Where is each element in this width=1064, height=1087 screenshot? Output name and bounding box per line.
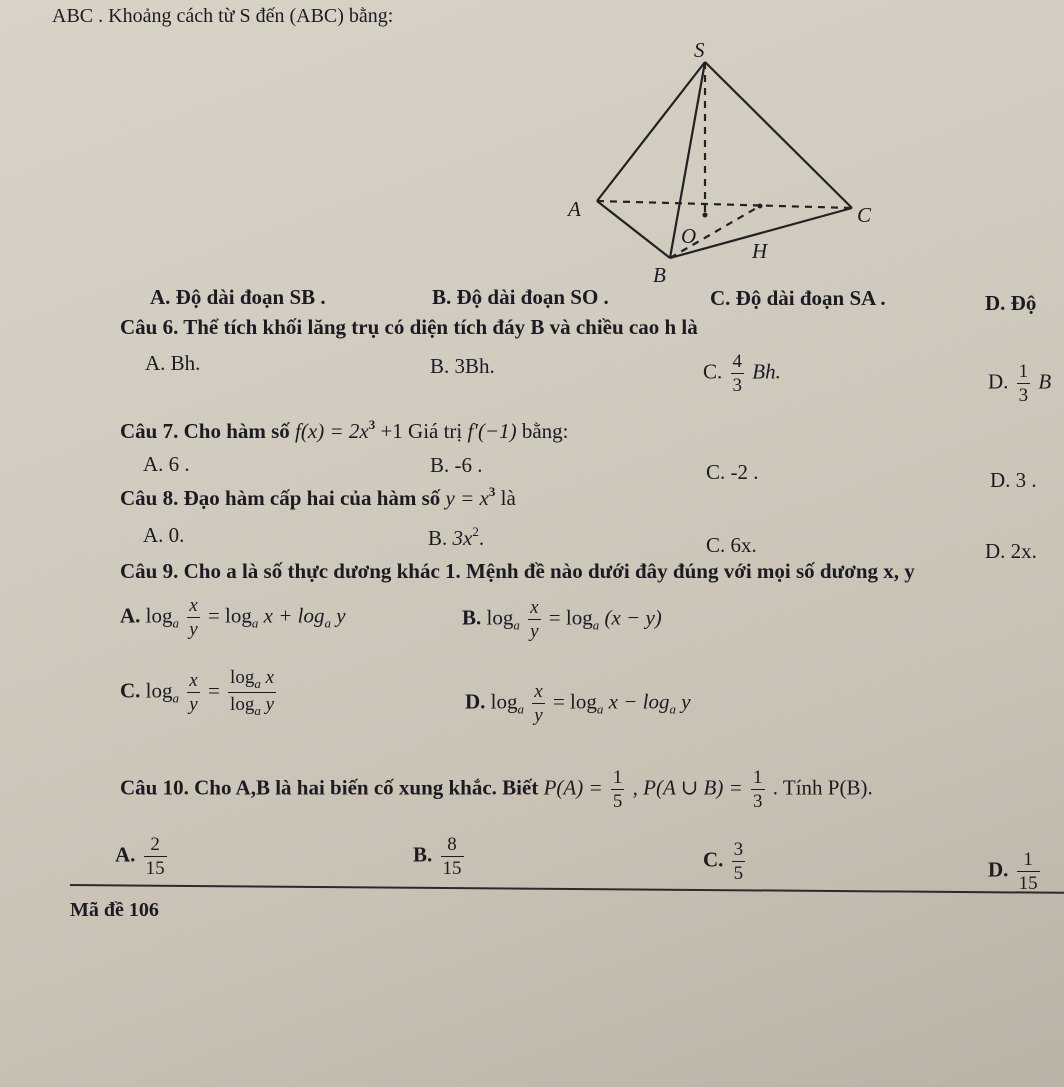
- q8-option-b: B. $3x^2$.: [428, 524, 485, 550]
- q10-option-b: B. $\frac{8}{15}$: [413, 834, 462, 879]
- q9-option-c: C. $\log_a$ $\frac{x}{y}$ = $\frac{\log_a x}{\log_a y}$: [120, 667, 275, 718]
- footer-divider: [70, 884, 1064, 894]
- q6-option-a: A. Bh.: [145, 351, 201, 375]
- q6-option-d: D. $\frac{1}{3}$ B: [988, 361, 1052, 406]
- vertex-c-label: C: [857, 203, 872, 227]
- q6-option-b: B. 3Bh.: [430, 354, 495, 378]
- point-h-label: H: [752, 239, 768, 263]
- q6-stem: Câu 6. Thể tích khối lăng trụ có diện tích đáy B và chiều cao h là: [120, 315, 698, 339]
- q10-option-c: C. $\frac{3}{5}$: [703, 839, 744, 884]
- q7-option-a: A. 6 .: [143, 452, 190, 476]
- q10-option-d: D. $\frac{1}{15}$: [988, 849, 1038, 894]
- q10-option-a: A. $\frac{2}{15}$: [115, 834, 165, 879]
- header-text: ABC . Khoảng cách từ S đến (ABC) bằng:: [52, 5, 394, 27]
- q9-option-b: B. $\log_a$ $\frac{x}{y}$ = $\log_a (x - y)$: [462, 597, 662, 642]
- point-o-label: O: [681, 224, 697, 248]
- vertex-a-label: A: [568, 197, 581, 221]
- q9-option-d: D. $\log_a$ $\frac{x}{y}$ = $\log_a x - \log_a y$: [465, 681, 691, 726]
- q9-stem: Câu 9. Cho a là số thực dương khác 1. Mệnh đề nào dưới đây đúng với mọi số dương x, y: [120, 559, 915, 583]
- q7-option-b: B. -6 .: [430, 453, 483, 477]
- q5-option-a: A. Độ dài đoạn SB .: [150, 285, 326, 309]
- vertex-b-label: B: [653, 263, 666, 287]
- q5-option-b: B. Độ dài đoạn SO .: [432, 285, 609, 309]
- exam-code: Mã đề 106: [70, 899, 159, 921]
- q5-option-d: D. Độ: [985, 291, 1037, 315]
- q8-option-d: D. 2x.: [985, 539, 1037, 563]
- pyramid-figure: [560, 30, 880, 290]
- q7-option-c: C. -2 .: [706, 460, 759, 484]
- q10-stem: Câu 10. Cho A,B là hai biến cố xung khắc. Biết P(A) = $\frac{1}{5}$ , P(A ∪ B) = $\frac{1}{3}$ . Tính P(B).: [120, 767, 873, 812]
- q8-stem: Câu 8. Đạo hàm cấp hai của hàm số $y = x^3$ là: [120, 484, 516, 510]
- q7-stem: Câu 7. Cho hàm số $f(x) = 2x^3 +1$ Giá trị f′(−1) bằng:: [120, 417, 569, 443]
- q8-option-c: C. 6x.: [706, 533, 757, 557]
- q6-option-c: C. $\frac{4}{3}$ Bh.: [703, 351, 781, 396]
- q5-option-c: C. Độ dài đoạn SA .: [710, 286, 886, 310]
- q8-option-a: A. 0.: [143, 523, 185, 547]
- q7-option-d: D. 3 .: [990, 468, 1037, 492]
- q9-option-a: A. $\log_a$ $\frac{x}{y}$ = $\log_a x + \log_a y$: [120, 595, 346, 640]
- vertex-s-label: S: [694, 38, 705, 62]
